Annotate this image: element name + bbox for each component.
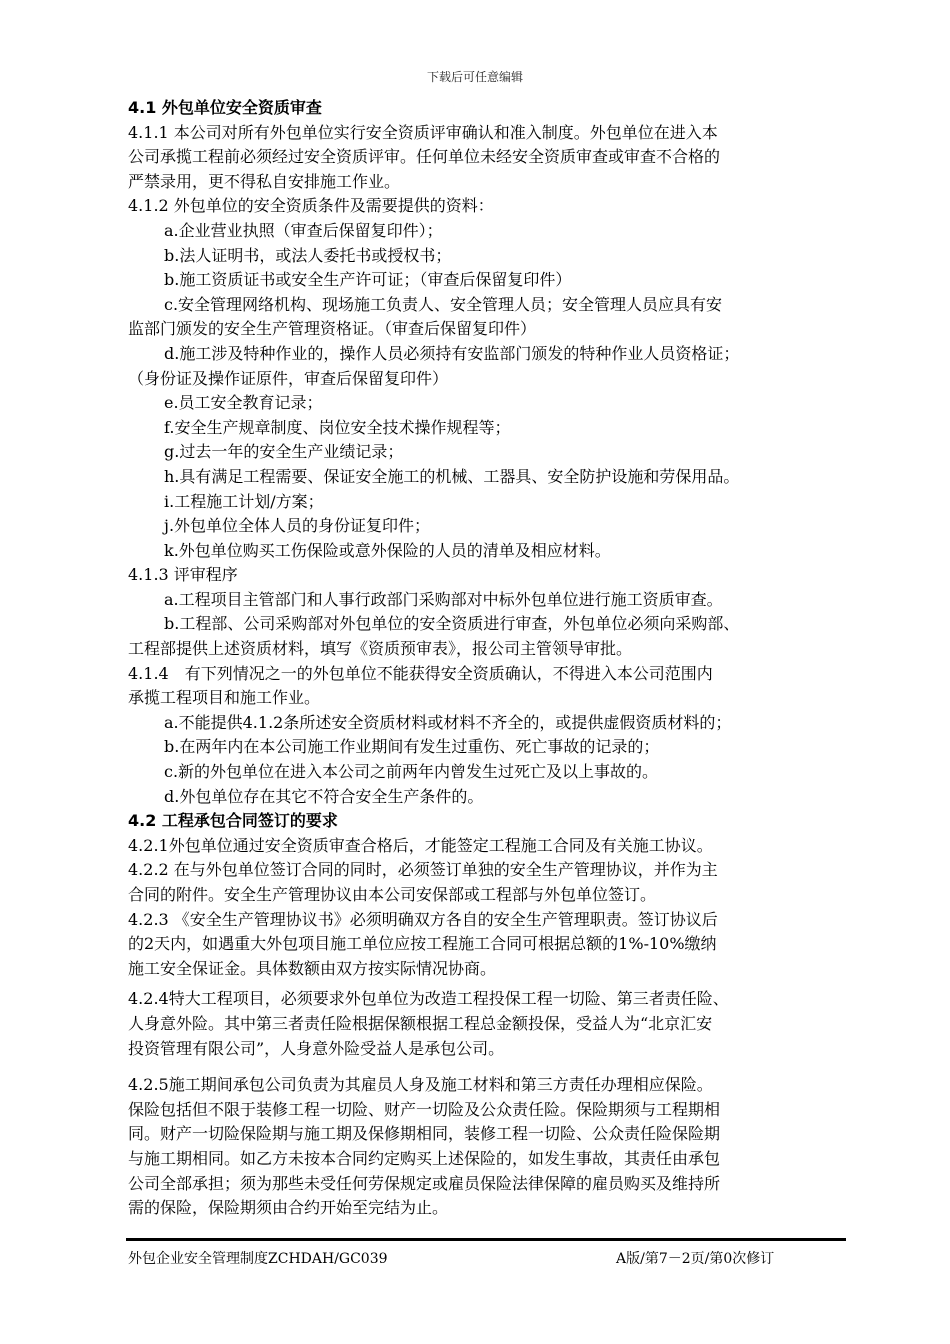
list-item: b.法人证明书，或法人委托书或授权书； [164,245,452,265]
paragraph-4-2-1: 4.2.1外包单位通过安全资质审查合格后，才能签定工程施工合同及有关施工协议。 [128,835,713,855]
paragraph-4-1-1-line: 严禁录用，更不得私自安排施工作业。 [128,171,401,191]
list-item: h.具有满足工程需要、保证安全施工的机械、工器具、安全防护设施和劳保用品。 [164,466,740,486]
list-item: c.新的外包单位在进入本公司之前两年内曾发生过死亡及以上事故的。 [164,762,659,782]
paragraph-4-2-4-line: 人身意外险。其中第三者责任险根据保额根据工程总金额投保，受益人为“北京汇安 [128,1013,713,1033]
list-item: f.安全生产规章制度、岗位安全技术操作规程等； [164,417,511,437]
list-item: j.外包单位全体人员的身份证复印件； [164,516,431,536]
list-item: g.过去一年的安全生产业绩记录； [164,442,404,462]
paragraph-4-2-5-line: 公司全部承担；须为那些未受任何劳保规定或雇员保险法律保障的雇员购买及维持所 [128,1173,721,1193]
paragraph-4-2-5-line: 保险包括但不限于装修工程一切险、财产一切险及公众责任险。保险期须与工程期相 [128,1099,721,1119]
list-item: b.施工资质证书或安全生产许可证；（审查后保留复印件） [164,270,572,290]
list-item-continuation: 工程部提供上述资质材料，填写《资质预审表》，报公司主管领导审批。 [128,639,633,659]
paragraph-4-2-5-line: 4.2.5施工期间承包公司负责为其雇员人身及施工材料和第三方责任办理相应保险。 [128,1075,713,1095]
paragraph-4-1-1-line: 4.1.1 本公司对所有外包单位实行安全资质评审确认和准入制度。外包单位在进入本 [128,122,718,142]
paragraph-4-2-5-line: 需的保险，保险期须由合约开始至完结为止。 [128,1198,449,1218]
list-item: a.企业营业执照（审查后保留复印件）； [164,220,443,240]
list-item: b.工程部、公司采购部对外包单位的安全资质进行审查，外包单位必须向采购部、 [164,614,740,634]
list-item: i.工程施工计划/方案； [164,491,324,511]
paragraph-4-2-3-line: 施工安全保证金。具体数额由双方按实际情况协商。 [128,958,497,978]
paragraph-4-2-5-line: 同。财产一切险保险期与施工期及保修期相同，装修工程一切险、公众责任险保险期 [128,1124,721,1144]
paragraph-4-2-2-line: 4.2.2 在与外包单位签订合同的同时，必须签订单独的安全生产管理协议，并作为主 [128,860,718,880]
paragraph-4-1-2-title: 4.1.2 外包单位的安全资质条件及需要提供的资料： [128,196,494,216]
paragraph-4-1-3-title: 4.1.3 评审程序 [128,565,238,585]
section-4-2-heading: 4.2 工程承包合同签订的要求 [128,811,338,831]
footer-divider [126,1238,846,1241]
document-body [128,96,848,1221]
list-item: d.外包单位存在其它不符合安全生产条件的。 [164,786,484,806]
list-item: c.安全管理网络机构、现场施工负责人、安全管理人员；安全管理人员应具有安 [164,294,723,314]
paragraph-4-2-4-line: 投资管理有限公司”，人身意外险受益人是承包公司。 [128,1038,505,1058]
paragraph-4-2-5-line: 与施工期相同。如乙方未按本合同约定购买上述保险的，如发生事故，其责任由承包 [128,1148,721,1168]
list-item: a.工程项目主管部门和人事行政部门采购部对中标外包单位进行施工资质审查。 [164,589,723,609]
list-item: d.施工涉及特种作业的，操作人员必须持有安监部门颁发的特种作业人员资格证； [164,343,740,363]
list-item: e.员工安全教育记录； [164,393,323,413]
paragraph-4-1-4-line: 4.1.4 有下列情况之一的外包单位不能获得安全资质确认，不得进入本公司范围内 [128,663,713,683]
list-item: k.外包单位购买工伤保险或意外保险的人员的清单及相应材料。 [164,540,611,560]
paragraph-4-1-4-line: 承揽工程项目和施工作业。 [128,688,321,708]
section-4-1-heading: 4.1 外包单位安全资质审查 [128,98,322,117]
list-item-continuation: （身份证及操作证原件，审查后保留复印件） [128,368,449,388]
paragraph-4-2-3-line: 的2天内，如遇重大外包项目施工单位应按工程施工合同可根据总额的1%-10%缴纳 [128,934,717,954]
paragraph-4-1-1-line: 公司承揽工程前必须经过安全资质评审。任何单位未经安全资质审查或审查不合格的 [128,147,721,167]
paragraph-4-2-4-line: 4.2.4特大工程项目，必须要求外包单位为改造工程投保工程一切险、第三者责任险、 [128,989,729,1009]
list-item: a.不能提供4.1.2条所述安全资质材料或材料不齐全的，或提供虚假资质材料的； [164,712,732,732]
list-item-continuation: 监部门颁发的安全生产管理资格证。（审查后保留复印件） [128,319,537,339]
paragraph-4-2-3-line: 4.2.3 《安全生产管理协议书》必须明确双方各自的安全生产管理职责。签订协议后 [128,909,718,929]
footer-document-code: 外包企业安全管理制度ZCHDAH/GC039 [128,1251,388,1267]
footer-page-info: A版/第7－2页/第0次修订 [616,1251,775,1267]
page-header-note: 下载后可任意编辑 [426,70,523,84]
paragraph-4-2-2-line: 合同的附件。安全生产管理协议由本公司安保部或工程部与外包单位签订。 [128,885,657,904]
list-item: b.在两年内在本公司施工作业期间有发生过重伤、死亡事故的记录的； [164,737,660,757]
